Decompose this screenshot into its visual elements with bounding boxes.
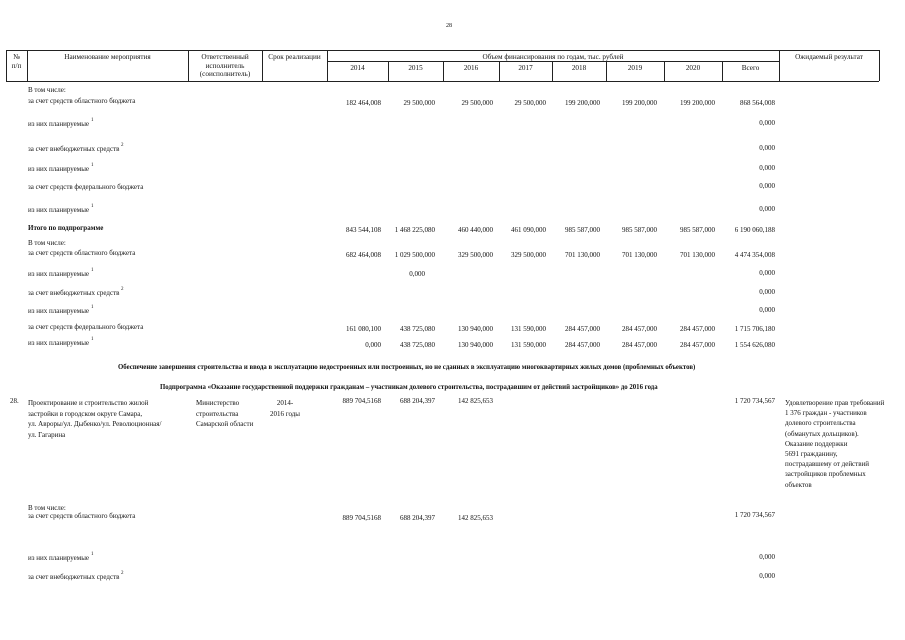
item-total: 1 720 734,567	[734, 397, 775, 405]
header-year: 2017	[518, 64, 533, 72]
footnote-mark: 1	[91, 337, 94, 342]
row-value: 843 544,108	[346, 226, 381, 234]
row-value: 1 468 225,080	[394, 226, 435, 234]
row-value: 199 200,000	[680, 99, 715, 107]
row-label: за счет средств областного бюджета	[28, 512, 136, 520]
row-value: 6 190 060,188	[734, 226, 775, 234]
row-total: 1 720 734,567	[734, 511, 775, 519]
row-label: В том числе:	[28, 239, 66, 247]
item-number: 28.	[10, 397, 19, 405]
item-term: 2014- 2016 годы	[270, 399, 301, 418]
header-name: Наименование мероприятия	[64, 53, 151, 61]
row-value: 1 554 626,080	[734, 341, 775, 349]
header-year: 2016	[463, 64, 479, 72]
item-name: Проектирование и строительство жилой застройки в городском округе Самара, ул. Авроры/ул. Дыбенко/ул. Революционная/ ул. Гагарина	[28, 399, 162, 439]
row-value: 985 587,000	[622, 226, 657, 234]
row-total: 0,000	[759, 553, 775, 561]
row-value: 460 440,000	[458, 226, 493, 234]
row-label: из них планируемые	[28, 339, 90, 347]
row-value: 438 725,080	[400, 325, 435, 333]
row-value: 131 590,000	[511, 341, 546, 349]
row-value: 329 500,000	[511, 251, 546, 259]
row-label: из них планируемые	[28, 307, 90, 315]
footnote-mark: 1	[91, 268, 94, 273]
footnote-mark: 1	[91, 118, 94, 123]
row-total: 0,000	[759, 119, 775, 127]
header-year: 2015	[408, 64, 423, 72]
footnote-mark: 2	[121, 143, 124, 148]
row-total: 0,000	[759, 182, 775, 190]
footnote-mark: 2	[121, 571, 124, 576]
row-label: из них планируемые	[28, 165, 90, 173]
row-value: 701 130,000	[565, 251, 600, 259]
row-value: 329 500,000	[458, 251, 493, 259]
row-label: В том числе:	[28, 504, 66, 512]
row-value: 461 090,000	[511, 226, 546, 234]
row-value: 701 130,000	[622, 251, 657, 259]
row-value: 284 457,000	[680, 341, 715, 349]
header-year: 2020	[685, 64, 701, 72]
row-label: за счет средств федерального бюджета	[28, 323, 144, 331]
subprogram-title: Подпрограмма «Оказание государственной поддержки гражданам – участникам долевого строительства, пострадавшим от действий застройщиков» до 2016 года	[160, 384, 658, 391]
row-label: за счет средств областного бюджета	[28, 249, 136, 257]
header-total: Всего	[741, 64, 760, 72]
row-total: 0,000	[759, 306, 775, 314]
row-value: 142 825,653	[458, 514, 493, 522]
row-value: 1 029 500,000	[394, 251, 435, 259]
row-value: 284 457,000	[622, 341, 657, 349]
section-title: Обеспечение завершения строительства и ввода в эксплуатацию недостроенных или построенных, но не сданных в эксплуатацию многоквартирных жилых домов (проблемных объектов)	[118, 364, 696, 371]
row-total: 0,000	[759, 288, 775, 296]
header-year: 2019	[627, 64, 643, 72]
row-value: 1 715 706,180	[734, 325, 775, 333]
row-value: 29 500,000	[514, 99, 546, 107]
row-label: В том числе:	[28, 86, 66, 94]
row-label: за счет средств областного бюджета	[28, 97, 136, 105]
row-value: 284 457,000	[565, 341, 600, 349]
row-value: 438 725,080	[400, 341, 435, 349]
header-bottom-border	[6, 81, 879, 82]
row-value: 199 200,000	[565, 99, 600, 107]
row-value: 130 940,000	[458, 341, 493, 349]
item-expected-result: Удовлетворение прав требований 1 376 граждан - участников долевого строительства (обманутых дольщиков). Оказание поддержки 5691 гражданину, пострадавшему от действий застройщиков проблемных объектов	[785, 399, 885, 489]
row-total: 0,000	[759, 269, 775, 277]
row-value: 130 940,000	[458, 325, 493, 333]
row-value: 688 204,397	[400, 514, 435, 522]
page-number: 28	[446, 23, 452, 29]
row-label: за счет средств федерального бюджета	[28, 183, 144, 191]
item-responsible: Министерство строительства Самарской области	[196, 399, 254, 428]
row-label: из них планируемые	[28, 554, 90, 562]
row-value: 985 587,000	[680, 226, 715, 234]
row-value: 0,000	[365, 341, 381, 349]
table-top-border	[6, 50, 879, 51]
header-responsible: Ответственный	[201, 53, 249, 61]
item-value-2015: 688 204,397	[400, 397, 435, 405]
row-total: 0,000	[759, 205, 775, 213]
row-value: 4 474 354,008	[734, 251, 775, 259]
row-value-2015: 0,000	[409, 270, 425, 278]
footnote-mark: 2	[121, 287, 124, 292]
row-value: 182 464,008	[346, 99, 381, 107]
row-value: 29 500,000	[403, 99, 435, 107]
row-value: 985 587,000	[565, 226, 600, 234]
row-value: 284 457,000	[622, 325, 657, 333]
row-value: 284 457,000	[565, 325, 600, 333]
row-value: 284 457,000	[680, 325, 715, 333]
row-total: 0,000	[759, 144, 775, 152]
row-label: за счет внебюджетных средств	[28, 573, 120, 581]
header-term: Срок реализации	[268, 53, 321, 61]
header-responsible3: (соисполнитель)	[199, 70, 251, 78]
row-value: 682 464,008	[346, 251, 381, 259]
footnote-mark: 1	[91, 305, 94, 310]
row-value: 131 590,000	[511, 325, 546, 333]
footnote-mark: 1	[91, 204, 94, 209]
row-value: 199 200,000	[622, 99, 657, 107]
row-value: 868 564,008	[740, 99, 775, 107]
row-value: 29 500,000	[461, 99, 493, 107]
row-label: из них планируемые	[28, 206, 90, 214]
row-value: 701 130,000	[680, 251, 715, 259]
row-label: из них планируемые	[28, 120, 90, 128]
item-value-2014: 889 704,5168	[342, 397, 381, 405]
footnote-mark: 1	[91, 163, 94, 168]
header-result: Ожидаемый результат	[795, 53, 863, 61]
header-volume: Объем финансирования по годам, тыс. рублей	[482, 53, 624, 61]
row-label: Итого по подпрограмме	[28, 224, 104, 232]
footnote-mark: 1	[91, 552, 94, 557]
row-total: 0,000	[759, 572, 775, 580]
row-label: за счет внебюджетных средств	[28, 145, 120, 153]
header-responsible2: исполнитель	[205, 62, 245, 70]
row-label: за счет внебюджетных средств	[28, 289, 120, 297]
row-total: 0,000	[759, 164, 775, 172]
header-num2: п/п	[11, 62, 22, 70]
row-value: 161 080,100	[346, 325, 381, 333]
header-year: 2018	[571, 64, 587, 72]
item-value-2016: 142 825,653	[458, 397, 493, 405]
header-year: 2014	[350, 64, 365, 72]
row-label: из них планируемые	[28, 270, 90, 278]
header-num: №	[13, 53, 20, 61]
row-value: 889 704,5168	[342, 514, 381, 522]
